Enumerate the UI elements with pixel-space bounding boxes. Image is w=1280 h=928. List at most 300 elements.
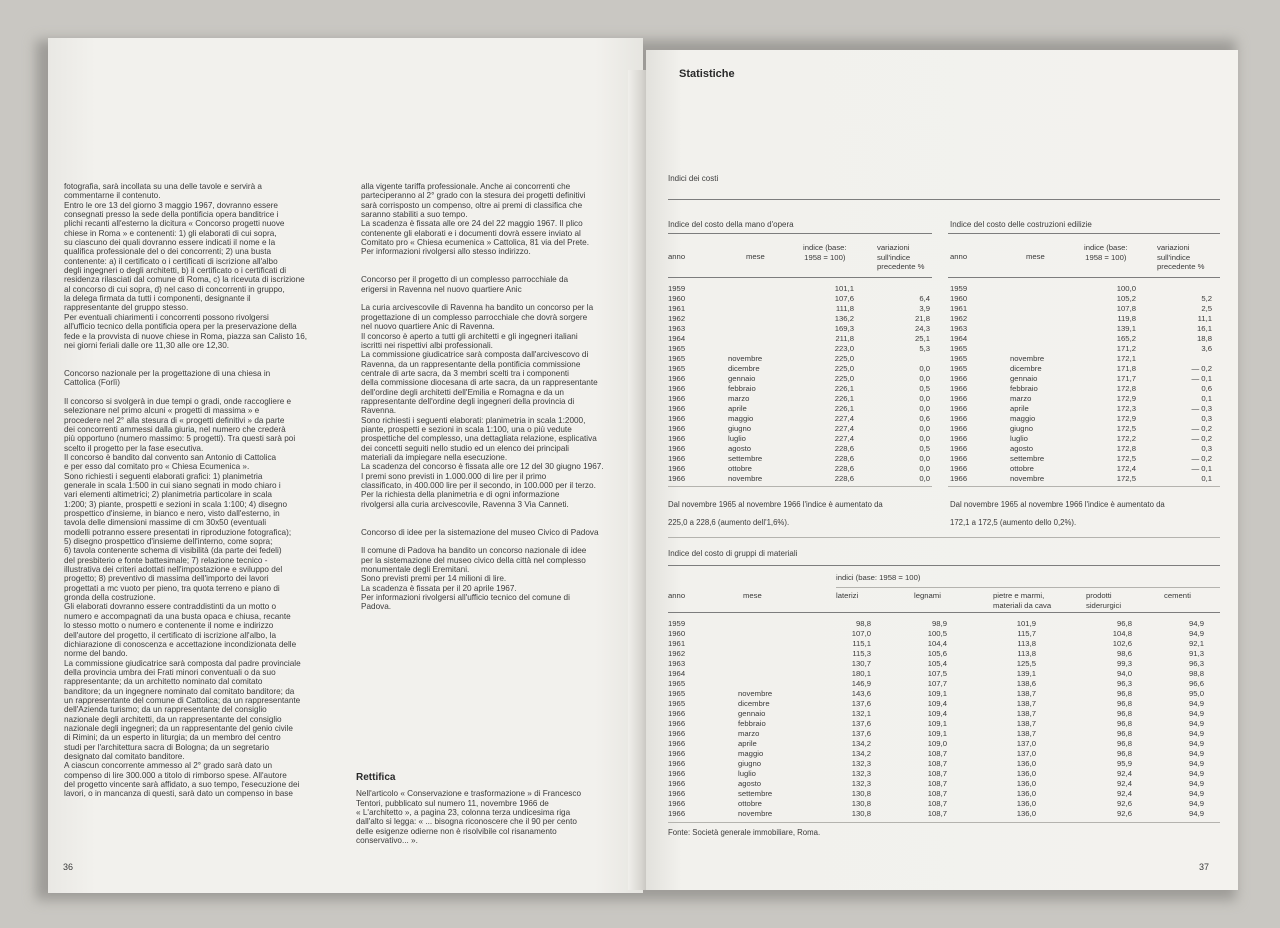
table3-header-pietre-line1: pietre e marmi, — [993, 591, 1045, 600]
table-row — [950, 354, 1212, 364]
table-cell: 108,7 — [927, 769, 947, 778]
table-cell: 138,6 — [1016, 679, 1036, 688]
text-line: illustrativa dei criteri adottati nell'impostazione e sviluppo del — [64, 565, 283, 575]
table-cell: 113,8 — [1017, 649, 1036, 658]
text-line: banditore; da un ingegnere nominato dal comitato banditore; da — [64, 686, 295, 696]
table1-rule-top — [668, 233, 932, 234]
table-cell: 0,0 — [919, 364, 930, 373]
table-cell: 105,4 — [927, 659, 947, 668]
table-cell: 109,4 — [927, 699, 947, 708]
table-cell: marzo — [728, 394, 750, 403]
table3-header-siderurgici-line1: prodotti — [1086, 591, 1112, 600]
table-cell: 115,1 — [852, 639, 871, 648]
text-line: residenza rilasciati dal comune di Roma, c) la ricevuta di iscrizione — [64, 275, 305, 285]
table-cell: ottobre — [728, 464, 752, 473]
table-row — [668, 669, 1204, 679]
table-cell: 94,9 — [1189, 729, 1204, 738]
text-line: Concorso di idee per la sistemazione del museo Civico di Padova — [361, 527, 599, 537]
table-cell: 1962 — [950, 314, 968, 323]
table-row — [950, 324, 1212, 334]
table-row — [668, 374, 930, 384]
table1-note — [668, 492, 938, 536]
text-line: nazionale degli architetti, da un rappresentante del consiglio — [64, 714, 282, 724]
table-cell: 134,2 — [851, 749, 871, 758]
table-cell: maggio — [738, 749, 764, 758]
table-cell: 21,8 — [915, 314, 930, 323]
rule-top — [668, 199, 1220, 200]
text-line: contenente: a) il certificato o i certificati di iscrizione all'albo — [64, 256, 278, 266]
table-cell: dicembre — [728, 364, 760, 373]
table-cell: 1966 — [668, 729, 686, 738]
left-page — [48, 38, 643, 893]
table-cell: 228,6 — [834, 454, 854, 463]
table1-header-var — [877, 243, 924, 272]
table-row — [668, 739, 1204, 749]
table-cell: 1966 — [668, 464, 686, 473]
table-row — [668, 749, 1204, 759]
table-cell — [728, 304, 784, 314]
text-line: materiali da impiegare nella esecuzione. — [361, 452, 508, 462]
table-cell: 1965 — [668, 689, 686, 698]
table-row — [668, 639, 1204, 649]
table-cell: 94,9 — [1189, 799, 1204, 808]
table-row — [668, 809, 1204, 819]
text-line: dall'alto si legga: « ... bisogna riconoscere che il 90 per cento — [356, 817, 577, 827]
table-cell: luglio — [728, 434, 746, 443]
text-line: conservativo... ». — [356, 836, 418, 846]
table-cell: 136,0 — [1016, 809, 1036, 818]
table-cell — [728, 294, 784, 304]
table-cell: 96,8 — [1117, 699, 1132, 708]
table-cell — [738, 659, 798, 669]
text-line: nei giorni feriali dalle ore 11,30 alle ore 12,30. — [64, 340, 230, 350]
table-cell: 211,8 — [835, 334, 854, 343]
table-cell: 5,2 — [1201, 294, 1212, 303]
text-line: Ravenna. — [361, 406, 397, 416]
text-line: gronda della costruzione. — [64, 593, 156, 603]
table-cell: 227,4 — [834, 424, 854, 433]
table-cell: 1965 — [950, 354, 968, 363]
table-cell: 107,7 — [927, 679, 947, 688]
table-cell: 169,3 — [834, 324, 854, 333]
table-cell: — 0,2 — [1191, 434, 1212, 443]
text-line: chiese in Roma » e contenenti: 1) gli elaborati di cui sopra, — [64, 228, 277, 238]
table-cell: 0,0 — [919, 424, 930, 433]
text-line: Cattolica (Forlì) — [64, 378, 120, 388]
table-row — [668, 344, 930, 354]
text-line: Comitato pro « Chiesa ecumenica » Cattolica, 81 via del Prete. — [361, 238, 590, 248]
table-cell: dicembre — [1010, 364, 1042, 373]
table-cell — [1010, 334, 1066, 344]
table-cell — [738, 669, 798, 679]
table-cell: 94,9 — [1189, 749, 1204, 758]
table-cell: 101,1 — [834, 284, 854, 293]
text-line: Gli elaborati dovranno essere contraddistinti da un motto o — [64, 602, 277, 612]
text-line: di Rimini; da un esperto in liturgia; da un membro del centro — [64, 733, 281, 743]
table-cell: 104,4 — [927, 639, 947, 648]
table-cell: 130,8 — [851, 799, 871, 808]
table-cell: aprile — [738, 739, 757, 748]
table-cell: 94,9 — [1189, 779, 1204, 788]
table-cell: 0,0 — [919, 404, 930, 413]
table-cell: — 0,1 — [1191, 374, 1212, 383]
text-line: I premi sono previsti in 1.000.000 di lire per il primo — [361, 471, 547, 481]
table-row — [668, 649, 1204, 659]
table-cell: 1966 — [950, 434, 968, 443]
table-row — [668, 404, 930, 414]
text-line: dell'ordine degli architetti dell'Emilia e Romagna e da un — [361, 387, 564, 397]
table-row — [668, 324, 930, 334]
table-cell: novembre — [1010, 474, 1045, 483]
table-cell: 96,3 — [1189, 659, 1204, 668]
table-cell: 172,3 — [1116, 404, 1136, 413]
table-cell — [1010, 324, 1066, 334]
table-cell: gennaio — [738, 709, 766, 718]
table-cell: 1963 — [668, 324, 686, 333]
text-column-2 — [361, 182, 643, 612]
table-cell: 132,3 — [851, 759, 871, 768]
table1-body — [668, 284, 930, 484]
table-cell: 136,0 — [1016, 789, 1036, 798]
table-cell: 226,1 — [834, 384, 854, 393]
table-cell: 94,9 — [1189, 699, 1204, 708]
table-cell: 94,9 — [1189, 619, 1204, 628]
text-line: commentarne il contenuto. — [64, 191, 161, 201]
table-cell — [1136, 284, 1212, 294]
table-cell: 1965 — [668, 364, 686, 373]
table-row — [668, 709, 1204, 719]
text-line: degli ingegneri o degli architetti, b) il certificato o i certificati di — [64, 266, 287, 276]
text-line: iscritti nei rispettivi albi professionali. — [361, 340, 493, 350]
text-line: fotografia, sarà incollata su una delle tavole e servirà a — [64, 182, 262, 191]
table-row — [950, 374, 1212, 384]
table-cell: 1966 — [668, 434, 686, 443]
text-line — [361, 266, 643, 275]
table-row — [668, 759, 1204, 769]
table-cell: — 0,2 — [1191, 364, 1212, 373]
table-cell: 100,0 — [1116, 284, 1136, 293]
text-line: norme del bando. — [64, 649, 128, 659]
table-cell: 0,3 — [1201, 414, 1212, 423]
table-cell: 139,1 — [1016, 669, 1036, 678]
text-line: Il concorso si svolgerà in due tempi o gradi, onde raccogliere e — [64, 396, 292, 406]
table-cell — [728, 284, 784, 294]
table2-header-var-line3: precedente % — [1157, 262, 1205, 271]
table-cell: ottobre — [738, 799, 762, 808]
table-cell: 92,1 — [1189, 639, 1204, 648]
table-cell: 171,8 — [1116, 364, 1136, 373]
text-line: alla vigente tariffa professionale. Anche ai concorrenti che — [361, 182, 571, 191]
table-cell: 1966 — [668, 474, 686, 483]
text-line: al concorso di cui sopra, d) nel caso di concorrenti in gruppo, — [64, 284, 285, 294]
text-line: modelli potranno essere presentati in riproduzione fotografica); — [64, 527, 292, 537]
table-cell: dicembre — [738, 699, 770, 708]
table-row — [668, 424, 930, 434]
table2-header-indice-line2: 1958 = 100) — [1085, 252, 1127, 262]
table-cell: 1966 — [668, 749, 686, 758]
table-cell: 91,3 — [1189, 649, 1204, 658]
table-cell: 98,8 — [856, 619, 871, 628]
table-row — [668, 689, 1204, 699]
text-line: all'ufficio tecnico della pontificia opera per la preservazione della — [64, 322, 297, 332]
table-cell: 138,7 — [1016, 719, 1036, 728]
table-row — [668, 414, 930, 424]
table-cell: 228,6 — [834, 444, 854, 453]
table-cell: 96,8 — [1117, 719, 1132, 728]
table-cell: 109,1 — [927, 729, 947, 738]
table-cell: 1964 — [668, 334, 686, 343]
table1-header-var-line1: variazioni — [877, 243, 910, 252]
table-cell: 1966 — [668, 444, 686, 453]
table-cell: 5,3 — [919, 344, 930, 353]
text-line: rappresentante; da un architetto nominato dal comitato — [64, 677, 263, 687]
table-row — [668, 364, 930, 374]
page-number-left: 36 — [63, 862, 74, 872]
table-cell: febbraio — [738, 719, 766, 728]
table-cell: 109,4 — [927, 709, 947, 718]
table-cell: 1966 — [668, 739, 686, 748]
text-line: centrale di arte sacra, da 3 membri scelti tra i componenti — [361, 368, 569, 378]
table-cell — [1010, 344, 1066, 354]
table-cell: 98,6 — [1117, 649, 1132, 658]
table-cell: 0,5 — [919, 444, 930, 453]
table-row — [668, 679, 1204, 689]
table-cell — [728, 334, 784, 344]
table-cell: 1962 — [668, 314, 686, 323]
table-cell: 1966 — [668, 809, 686, 818]
table-cell: 136,0 — [1016, 759, 1036, 768]
table-cell: agosto — [728, 444, 752, 453]
table-cell: 1959 — [950, 284, 968, 293]
table-cell: 130,7 — [851, 659, 871, 668]
table-cell: 1966 — [950, 464, 968, 473]
text-line: rappresentante del gruppo stesso. — [64, 303, 189, 313]
table-row — [950, 464, 1212, 474]
table-row — [668, 719, 1204, 729]
table-cell — [738, 649, 798, 659]
table-cell: 96,8 — [1117, 619, 1132, 628]
text-line: lo stesso motto o numero e contenente il nome e indirizzo — [64, 621, 274, 631]
text-line — [361, 518, 643, 527]
table-cell: maggio — [728, 414, 754, 423]
text-line: Nell'articolo « Conservazione e trasformazione » di Francesco — [356, 789, 582, 799]
table-cell: 94,0 — [1117, 669, 1132, 678]
rettifica-heading: Rettifica — [356, 772, 396, 783]
table-cell: 172,5 — [1116, 424, 1136, 433]
table-cell: marzo — [738, 729, 760, 738]
table-row — [950, 414, 1212, 424]
text-line: Sono richiesti i seguenti elaborati: planimetria in scala 1:2000, — [361, 415, 586, 425]
table-cell: 1966 — [950, 404, 968, 413]
table3-header-anno: anno — [668, 591, 686, 600]
text-line: vari elementi altimetrici; 2) planimetria particolare in scala — [64, 490, 272, 500]
text-line: numero e accompagnati da una busta opaca e chiusa, recante — [64, 611, 291, 621]
table-row — [668, 779, 1204, 789]
table-cell: 226,1 — [834, 404, 854, 413]
table-cell: 94,9 — [1189, 739, 1204, 748]
table-cell: 132,3 — [851, 769, 871, 778]
text-line: La scadenza del concorso è fissata alle ore 12 del 30 giugno 1967. — [361, 462, 604, 472]
table-row — [668, 284, 930, 294]
text-column-1 — [64, 182, 364, 799]
table-row — [950, 384, 1212, 394]
table-cell — [728, 324, 784, 334]
table-cell: — 0,2 — [1191, 424, 1212, 433]
table-cell: 223,0 — [834, 344, 854, 353]
table-cell: 180,1 — [851, 669, 871, 678]
table-cell: 92,4 — [1117, 789, 1132, 798]
table-cell: 107,5 — [927, 669, 947, 678]
table2-header-var-line1: variazioni — [1157, 243, 1190, 252]
table-row — [950, 404, 1212, 414]
table-cell: 137,6 — [851, 699, 871, 708]
text-line: per la sistemazione del museo civico della città nel complesso — [361, 555, 586, 565]
text-line: classificato, in 400.000 lire per il secondo, in 100.000 per il terzo. — [361, 481, 596, 490]
table-cell — [1010, 314, 1066, 324]
text-line: dell'Azienda turismo; da un rappresentante del consiglio — [64, 705, 267, 715]
text-line: Per informazioni rivolgersi all'ufficio tecnico del comune di — [361, 593, 570, 603]
table-row — [668, 334, 930, 344]
table2-body — [950, 284, 1212, 484]
table-cell — [1010, 284, 1066, 294]
table1-header-var-line2: sull'indice — [877, 252, 911, 262]
table-cell: 109,0 — [927, 739, 947, 748]
text-line: generale in scala 1:500 in cui siano segnati in modo chiaro i — [64, 481, 281, 490]
text-line: lavori, o in mancanza di questi, sarà dato un compenso in base — [64, 789, 293, 799]
table-cell: febbraio — [1010, 384, 1038, 393]
table-cell: 108,7 — [927, 799, 947, 808]
table-cell: 1959 — [668, 284, 686, 293]
table-cell: 94,9 — [1189, 709, 1204, 718]
text-line: Il concorso è bandito dal convento san Antonio di Cattolica — [64, 452, 277, 462]
text-line: La commissione giudicatrice sarà composta dal padre provinciale — [64, 658, 301, 668]
table-cell: 6,4 — [919, 294, 930, 303]
table-cell: 0,1 — [1201, 474, 1212, 483]
table3-title: Indice del costo di gruppi di materiali — [668, 549, 798, 558]
table-row — [950, 444, 1212, 454]
table-cell: 1962 — [668, 649, 686, 658]
text-line: Ravenna, da un rappresentante della pontificia commissione — [361, 359, 581, 369]
text-line: progetto; 8) preventivo di massima dell'importo dei lavori — [64, 574, 269, 584]
table-cell: 225,0 — [834, 364, 854, 373]
table-cell: 1966 — [950, 474, 968, 483]
text-line: progettazione di un complesso parrocchiale che dovrà sorgere — [361, 312, 588, 322]
table3-header-siderurgici — [1086, 591, 1121, 610]
table-cell: 228,6 — [834, 474, 854, 483]
table-cell: 0,0 — [919, 464, 930, 473]
text-line: Per eventuali chiarimenti i concorrenti possono rivolgersi — [64, 312, 269, 322]
table-cell: 94,9 — [1189, 719, 1204, 728]
text-line: tavola delle dimensioni massime di cm 30x50 (eventuali — [64, 518, 267, 528]
table-cell: 115,7 — [1017, 629, 1036, 638]
table-cell: 1966 — [668, 384, 686, 393]
text-line: erigersi in Ravenna nel nuovo quartiere Anic — [361, 284, 522, 294]
table-cell: 1966 — [950, 444, 968, 453]
table-cell: 3,6 — [1201, 344, 1212, 353]
text-line: delle esigenze odierne non è risolvibile col risanamento — [356, 826, 557, 836]
text-line: 225,0 a 228,6 (aumento dell'1,6%). — [668, 518, 790, 528]
text-line — [64, 360, 364, 369]
text-line — [361, 257, 643, 266]
table-row — [950, 344, 1212, 354]
table1-rule-head — [668, 277, 932, 278]
table-cell: 94,9 — [1189, 759, 1204, 768]
table-cell: 227,4 — [834, 414, 854, 423]
text-line: fede e la provvista di nuove chiese in Roma, piazza san Calisto 16, — [64, 331, 308, 341]
text-line: selezionare nel primo alcuni « progetti di massima » e — [64, 406, 260, 416]
table-cell: 108,7 — [927, 749, 947, 758]
table-cell: 138,7 — [1016, 689, 1036, 698]
table-cell: giugno — [1010, 424, 1034, 433]
table-cell: 137,0 — [1016, 749, 1036, 758]
right-page — [646, 50, 1238, 890]
text-line: rivolgersi alla curia arcivescovile, Ravenna 3 Via Canneti. — [361, 499, 569, 509]
rettifica-section — [356, 773, 643, 845]
text-line: La commissione giudicatrice sarà composta dall'arcivescovo di — [361, 350, 589, 360]
table1-header-indice-line1: indice (base: — [803, 243, 847, 252]
table1-header-anno: anno — [668, 252, 686, 261]
text-line: piante, prospetti e sezioni in scala 1:100, una o più vedute — [361, 424, 572, 434]
table-cell: 1966 — [668, 414, 686, 423]
text-line: su ciascuno dei quali dovranno essere indicati il nome e la — [64, 238, 276, 248]
table-cell: 138,7 — [1016, 699, 1036, 708]
table-cell: 1960 — [668, 629, 686, 638]
table-cell: 132,3 — [851, 779, 871, 788]
text-line: progettati a mc vuoto per pieno, tra quota terreno e piano di — [64, 583, 280, 593]
table-cell: 24,3 — [915, 324, 930, 333]
table1-header-indice-line2: 1958 = 100) — [804, 252, 846, 262]
text-line: della commissione diocesana di arte sacra, da un rappresentante — [361, 378, 598, 388]
table-cell — [728, 314, 784, 324]
table3-header-pietre — [993, 591, 1051, 610]
table-cell: 1959 — [668, 619, 686, 628]
table3-rule-head — [668, 612, 1220, 613]
text-line — [361, 294, 643, 303]
table-cell: 146,9 — [851, 679, 871, 688]
text-line: contenente gli elaborati e i documenti dovrà essere inviato al — [361, 228, 581, 238]
table-cell: 134,2 — [851, 739, 871, 748]
text-line: Dal novembre 1965 al novembre 1966 l'indice è aumentato da — [950, 499, 1165, 509]
table-cell: 1966 — [668, 709, 686, 718]
table-cell: 1966 — [950, 424, 968, 433]
table-cell — [738, 629, 798, 639]
table-cell: 94,9 — [1189, 769, 1204, 778]
table3-header-laterizi: laterizi — [836, 591, 859, 600]
table-row — [950, 314, 1212, 324]
table-cell: 108,7 — [927, 789, 947, 798]
table-cell: 172,8 — [1116, 444, 1136, 453]
text-line — [64, 388, 364, 397]
table-cell: 92,6 — [1117, 809, 1132, 818]
table-cell: aprile — [728, 404, 747, 413]
table-cell: 1961 — [950, 304, 968, 313]
table-cell: novembre — [738, 689, 773, 698]
table-cell: 94,9 — [1189, 809, 1204, 818]
text-line: studi per l'architettura sacra di Bologna; da un segretario — [64, 742, 270, 752]
text-line: 172,1 a 172,5 (aumento dello 0,2%). — [950, 518, 1077, 528]
table-cell: 111,8 — [835, 304, 854, 313]
table-cell: 92,4 — [1117, 779, 1132, 788]
table-cell: 0,5 — [919, 384, 930, 393]
text-line: La scadenza è fissata alle ore 24 del 22 maggio 1967. Il plico — [361, 219, 583, 229]
table-row — [668, 699, 1204, 709]
text-line: 1:200; 3) piante, prospetti e sezioni in scala 1:100; 4) disegno — [64, 499, 288, 509]
table-cell: 108,7 — [927, 809, 947, 818]
text-line: La curia arcivescovile di Ravenna ha bandito un concorso per la — [361, 303, 594, 313]
table-row — [668, 474, 930, 484]
table-row — [950, 424, 1212, 434]
table-cell: 227,4 — [834, 434, 854, 443]
